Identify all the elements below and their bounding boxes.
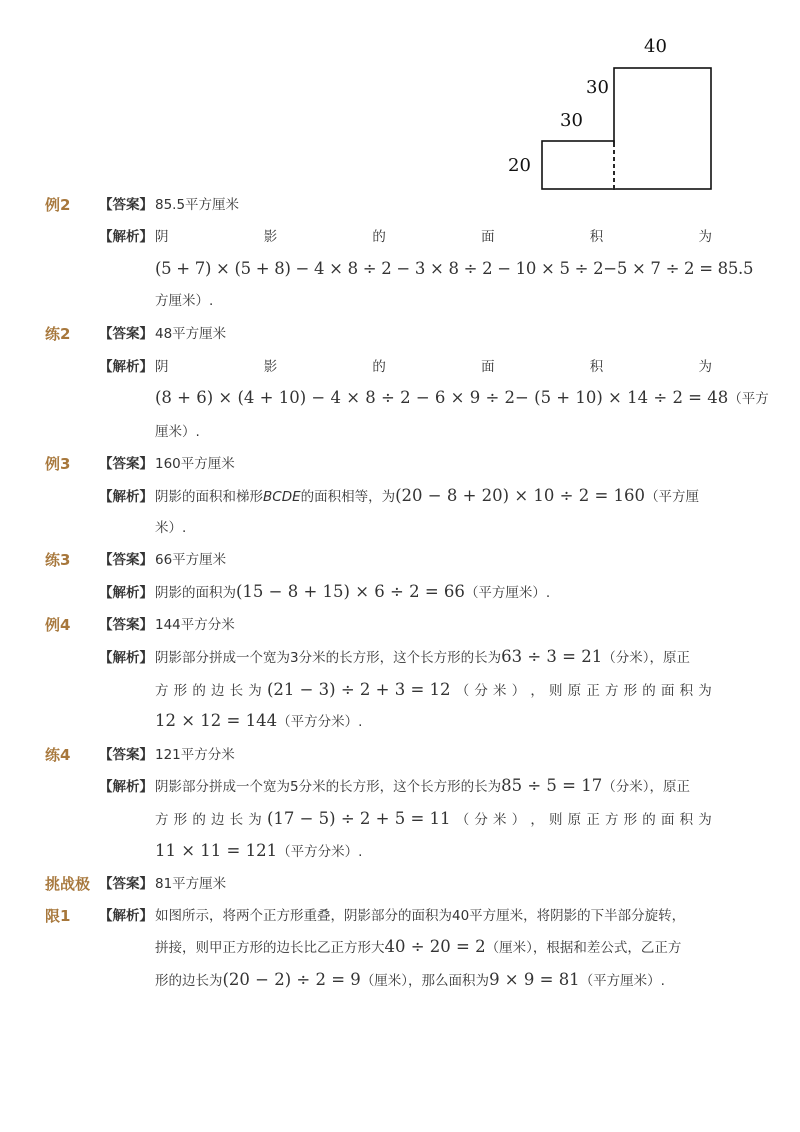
challenge-label: 挑战极	[45, 875, 91, 893]
word: 为	[698, 683, 712, 699]
answer-tag: 【答案】	[99, 552, 153, 568]
analysis-line	[155, 970, 665, 991]
text: 阴影的面积为	[155, 585, 236, 601]
analysis-tail: 方厘米）.	[155, 293, 214, 309]
math-equation: (20 − 8 + 20) × 10 ÷ 2 = 160	[395, 486, 646, 505]
word: 的	[642, 683, 656, 699]
word: 积	[589, 359, 604, 375]
answer-tag: 【答案】	[99, 197, 153, 213]
word: 边	[210, 812, 225, 828]
exercise-label: 练3	[45, 551, 71, 569]
answer-text: 81平方厘米	[155, 876, 227, 892]
word: 的	[192, 683, 206, 699]
text: 形的边长为	[155, 973, 223, 989]
text: （平方厘米）.	[464, 585, 551, 601]
answer-text: 48平方厘米	[155, 326, 227, 342]
analysis-tag: 【解析】	[99, 229, 153, 245]
label-lower-top: 30	[560, 110, 583, 131]
word: 阴	[155, 359, 169, 375]
word: 形	[623, 812, 638, 828]
label-upper-left: 30	[586, 77, 609, 98]
word: 分	[474, 812, 488, 828]
label-left: 20	[508, 155, 531, 176]
exercise-label: 练4	[45, 746, 71, 764]
analysis-tag: 【解析】	[99, 908, 153, 924]
word: 正	[586, 812, 600, 828]
word: 分	[474, 683, 488, 699]
large-rectangle	[614, 68, 711, 189]
word: 长	[229, 812, 244, 828]
math-equation: (8 + 6) × (4 + 10) − 4 × 8 ÷ 2 − 6 × 9 ÷ 2− (5 + 10) × 14 ÷ 2 = 48	[155, 388, 729, 407]
word: 长	[229, 683, 244, 699]
text: （厘米），那么面积为	[360, 973, 490, 989]
answer-text: 85.5平方厘米	[155, 197, 240, 213]
answer-tag: 【答案】	[99, 747, 153, 763]
answer-tag: 【答案】	[99, 456, 153, 472]
word: ）	[511, 683, 526, 699]
small-rectangle	[542, 141, 614, 189]
word: 米	[493, 683, 507, 699]
math-equation: (15 − 8 + 15) × 6 ÷ 2 = 66	[236, 582, 465, 601]
word: 的	[642, 812, 656, 828]
exercise-label: 练2	[45, 325, 71, 343]
math-equation: 12 × 12 = 144	[155, 711, 278, 730]
text: 阴影的面积和梯形	[155, 489, 263, 505]
answer-text: 121平方分米	[155, 747, 235, 763]
answer-text: 160平方厘米	[155, 456, 235, 472]
word: ，	[530, 812, 544, 828]
analysis-tail: 米）.	[155, 520, 187, 536]
label-top: 40	[644, 36, 667, 57]
word: 米	[493, 812, 507, 828]
analysis-line	[155, 582, 550, 603]
analysis-spread-line	[155, 357, 712, 377]
word: 面	[481, 359, 495, 375]
math-equation: (5 + 7) × (5 + 8) − 4 × 8 ÷ 2 − 3 × 8 ÷ 2 − 10 × 5 ÷ 2−5 × 7 ÷ 2 = 85.5	[155, 259, 754, 278]
word: 方	[155, 812, 169, 828]
answer-tag: 【答案】	[99, 326, 153, 342]
answer-text: 66平方厘米	[155, 552, 227, 568]
math-equation: (20 − 2) ÷ 2 = 9	[222, 970, 361, 989]
answer-tag: 【答案】	[99, 617, 153, 633]
word: 为	[698, 229, 712, 245]
word: 影	[263, 359, 278, 375]
analysis-spread-line	[155, 679, 712, 702]
math-equation: (21 − 3) ÷ 2 + 3 = 12	[266, 680, 451, 699]
analysis-tag: 【解析】	[99, 359, 153, 375]
text: （平方分米）.	[277, 714, 363, 730]
word: 形	[173, 812, 188, 828]
word: 的	[372, 359, 386, 375]
analysis-line	[155, 486, 699, 507]
word: 为	[248, 683, 262, 699]
analysis-tail: 厘米）.	[155, 424, 200, 440]
text: 拼接，则甲正方形的边长比乙正方形大	[155, 940, 385, 956]
math-equation-line	[155, 388, 769, 409]
text: 阴影部分拼成一个宽为3分米的长方形，这个长方形的长为	[155, 650, 502, 666]
analysis-line	[155, 841, 362, 862]
text: （平方厘	[645, 489, 700, 505]
analysis-tag: 【解析】	[99, 650, 153, 666]
word: （	[455, 683, 470, 699]
word: 原	[567, 812, 582, 828]
example-label: 例3	[45, 455, 71, 473]
math-equation: 9 × 9 = 81	[489, 970, 580, 989]
word: 方	[155, 683, 169, 699]
rectangles-diagram	[500, 25, 720, 195]
word: 边	[210, 683, 225, 699]
word: ，	[530, 683, 544, 699]
word: 影	[263, 229, 278, 245]
text: 阴影部分拼成一个宽为5分米的长方形，这个长方形的长为	[155, 779, 502, 795]
analysis-line	[155, 647, 690, 668]
text: （平方分米）.	[277, 844, 363, 860]
word: 则	[549, 683, 563, 699]
word: 为	[698, 812, 712, 828]
word: 积	[679, 683, 694, 699]
math-equation: 85 ÷ 5 = 17	[501, 776, 603, 795]
geometry-figure	[500, 25, 720, 199]
word: 面	[481, 229, 495, 245]
word: 积	[679, 812, 694, 828]
italic-label: BCDE	[263, 489, 301, 505]
word: 形	[623, 683, 638, 699]
word: 的	[372, 229, 386, 245]
word: 正	[586, 683, 600, 699]
math-equation: 63 ÷ 3 = 21	[501, 647, 603, 666]
word: 为	[248, 812, 262, 828]
analysis-line	[155, 776, 690, 797]
analysis-line	[155, 937, 681, 958]
answer-text: 144平方分米	[155, 617, 235, 633]
analysis-line	[155, 711, 362, 732]
word: ）	[511, 812, 526, 828]
analysis-spread-line	[155, 227, 712, 247]
word: 的	[192, 812, 206, 828]
math-equation: 40 ÷ 20 = 2	[384, 937, 486, 956]
word: 则	[549, 812, 563, 828]
word: 形	[173, 683, 188, 699]
word: 方	[604, 683, 619, 699]
analysis-spread-line	[155, 808, 712, 831]
word: 为	[698, 359, 712, 375]
analysis-tag: 【解析】	[99, 489, 153, 505]
word: 方	[604, 812, 619, 828]
analysis-tag: 【解析】	[99, 585, 153, 601]
text: （分米），原正	[602, 779, 690, 795]
word: 阴	[155, 229, 169, 245]
text: （分米），原正	[602, 650, 690, 666]
text: 的面积相等，为	[300, 489, 396, 505]
word: 面	[660, 812, 675, 828]
word: 面	[660, 683, 675, 699]
analysis-line: 如图所示，将两个正方形重叠，阴影部分的面积为40平方厘米，将阴影的下半部分旋转，	[155, 908, 686, 924]
word: 原	[567, 683, 582, 699]
text: （平方厘米）.	[579, 973, 665, 989]
analysis-tag: 【解析】	[99, 779, 153, 795]
word: （	[455, 812, 470, 828]
math-equation: 11 × 11 = 121	[155, 841, 278, 860]
example-label: 例4	[45, 616, 71, 634]
text: （厘米），根据和差公式，乙正方	[485, 940, 682, 956]
unit-text: （平方	[728, 391, 769, 407]
math-equation: (17 − 5) ÷ 2 + 5 = 11	[266, 809, 451, 828]
challenge-label-2: 限1	[45, 907, 71, 925]
word: 积	[589, 229, 604, 245]
answer-tag: 【答案】	[99, 876, 153, 892]
example-label: 例2	[45, 196, 71, 214]
